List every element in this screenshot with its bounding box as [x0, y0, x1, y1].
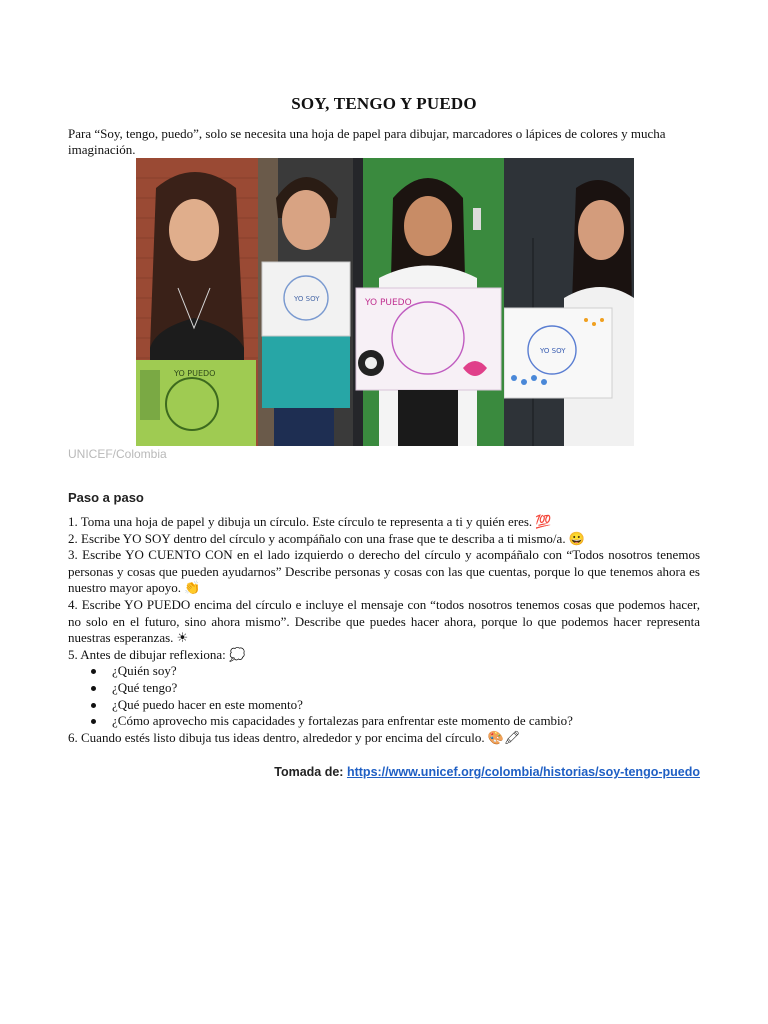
- photo-boy-with-drawing: [258, 158, 353, 446]
- reflection-questions: [68, 663, 700, 729]
- question-item: ¿Qué tengo?: [112, 680, 700, 697]
- step-item: 6. Cuando estés listo dibuja tus ideas dentro, alrededor y por encima del círculo. 🎨🖍: [68, 729, 521, 745]
- page-title: SOY, TENGO Y PUEDO: [291, 94, 477, 113]
- photo-collage: [136, 158, 634, 446]
- photo-girl-with-green-drawing: [136, 158, 258, 446]
- photo3-sign-text: YO PUEDO: [365, 298, 412, 308]
- steps-list: [68, 514, 700, 746]
- step-item: 3. Escribe YO CUENTO CON en el lado izquierdo o derecho del círculo y acompáñalo con “Todos nosotros tenemos personas y cosas que pueden ayudarnos” Describe personas y cosas con las que cuentas, porque lo que tenemos ahora es nuestro mayor apoyo. 👏: [68, 547, 700, 596]
- source-citation: [274, 765, 700, 779]
- photo1-sign-text: YO PUEDO: [174, 369, 216, 378]
- photo-credit: UNICEF/Colombia: [68, 447, 167, 461]
- source-label: Tomada de:: [274, 765, 344, 779]
- source-link[interactable]: https://www.unicef.org/colombia/historias/soy-tengo-puedo: [346, 765, 700, 779]
- photo-girl-with-pink-drawing: [353, 158, 504, 446]
- intro-paragraph: Para “Soy, tengo, puedo”, solo se necesita una hoja de papel para dibujar, marcadores o lápices de colores y mucha imaginación.: [68, 126, 666, 157]
- photo4-sign-text: YO SOY: [540, 347, 566, 355]
- photo2-sign-text: YO SOY: [294, 295, 320, 303]
- question-item: ¿Cómo aprovecho mis capacidades y fortalezas para enfrentar este momento de cambio?: [112, 713, 700, 730]
- step-item: 5. Antes de dibujar reflexiona: 💭: [68, 646, 246, 662]
- question-item: ¿Quién soy?: [112, 663, 700, 680]
- section-heading: Paso a paso: [68, 490, 144, 505]
- step-item: 4. Escribe YO PUEDO encima del círculo e incluye el mensaje con “todos nosotros tenemos cosas que podemos hacer, no solo en el futuro, sino ahora mismo”. Describe que puedes hacer ahora, porque lo que podemos hacer representa nuestras esperanzas. ☀: [68, 596, 700, 646]
- step-item: 1. Toma una hoja de papel y dibuja un círculo. Este círculo te representa a ti y quién eres. 💯: [68, 514, 552, 529]
- step-item: 2. Escribe YO SOY dentro del círculo y acompáñalo con una frase que te describa a ti mismo/a. 😀: [68, 530, 586, 546]
- question-item: ¿Qué puedo hacer en este momento?: [112, 697, 700, 714]
- photo-girl-with-blue-drawing: [504, 158, 634, 446]
